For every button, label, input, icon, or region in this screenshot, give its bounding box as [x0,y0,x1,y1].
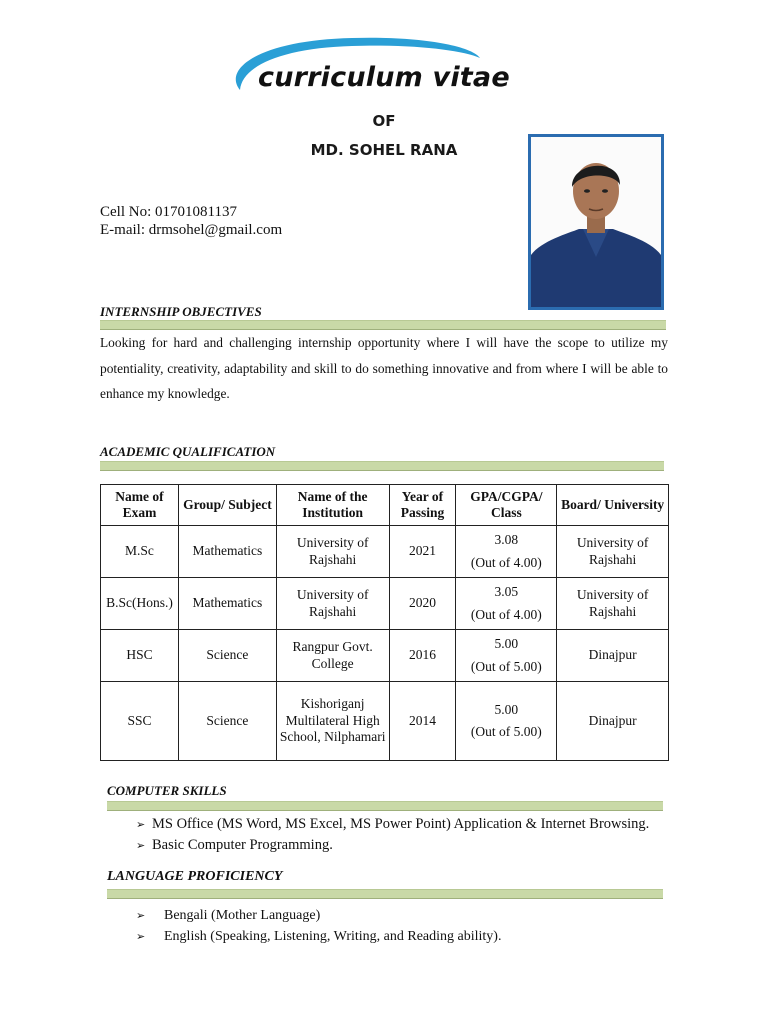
exam-cell: M.Sc [101,526,179,578]
gpa-scale: (Out of 5.00) [470,658,542,674]
section-divider [100,461,664,471]
language-text: English (Speaking, Listening, Writing, and Reading ability). [164,928,502,944]
academic-heading: ACADEMIC QUALIFICATION [100,444,276,459]
gpa-value: 5.00 [494,636,519,651]
gpa-cell [456,630,557,682]
exam-cell: HSC [101,630,179,682]
gpa-scale: (Out of 4.00) [470,606,542,622]
year-cell: 2021 [389,526,456,578]
board-cell: University of Rajshahi [557,526,669,578]
gpa-cell [456,526,557,578]
subject-cell: Science [178,682,276,761]
exam-cell: B.Sc(Hons.) [101,578,179,630]
academic-table [100,484,669,761]
column-header: Name of Exam [101,485,179,526]
institution-cell: Rangpur Govt. College [276,630,389,682]
profile-photo [528,134,664,310]
cell-number: Cell No: 01701081137 [100,204,237,220]
board-cell: University of Rajshahi [557,578,669,630]
objectives-heading: INTERNSHIP OBJECTIVES [100,304,262,319]
list-item [136,814,649,835]
skill-text: MS Office (MS Word, MS Excel, MS Power Point) Application & Internet Browsing. [152,816,650,832]
gpa-cell [456,682,557,761]
email-address: E-mail: drmsohel@gmail.com [100,222,283,238]
skill-text: Basic Computer Programming. [152,837,333,853]
column-header: Name of the Institution [276,485,389,526]
exam-cell: SSC [101,682,179,761]
computer-skills-list [136,814,649,856]
section-divider [100,320,666,330]
logo-text: curriculum vitae [258,62,510,93]
cv-logo [222,28,532,108]
section-divider [107,801,663,811]
arrow-bullet-icon: ➢ [136,818,146,831]
arrow-bullet-icon: ➢ [136,929,146,943]
subject-cell: Mathematics [178,526,276,578]
gpa-value: 5.00 [494,701,519,717]
table-row [101,578,669,630]
subject-cell: Mathematics [178,578,276,630]
year-cell: 2016 [389,630,456,682]
institution-cell: University of Rajshahi [276,578,389,630]
gpa-scale: (Out of 5.00) [470,724,542,739]
gpa-value: 3.05 [494,584,519,599]
institution-cell: Kishoriganj Multilateral High School, Nilphamari [276,682,389,761]
section-divider [107,889,663,899]
list-item [136,835,649,856]
list-item [136,927,501,948]
language-list [136,906,501,947]
subject-cell: Science [178,630,276,682]
year-cell: 2014 [389,682,456,761]
column-header: Year of Passing [389,485,456,526]
board-cell: Dinajpur [557,630,669,682]
institution-cell: University of Rajshahi [276,526,389,578]
table-row [101,526,669,578]
year-cell: 2020 [389,578,456,630]
person-portrait-icon [531,137,661,307]
title-of: OF [372,112,396,130]
language-text: Bengali (Mother Language) [164,908,321,923]
column-header: Board/ University [557,485,669,526]
list-item [136,906,501,927]
candidate-name: MD. SOHEL RANA [310,141,458,159]
gpa-cell [456,578,557,630]
computer-skills-heading: COMPUTER SKILLS [107,783,227,798]
gpa-value: 3.08 [494,532,519,547]
arrow-bullet-icon: ➢ [136,909,146,922]
column-header: GPA/CGPA/ Class [456,485,557,526]
table-row [101,682,669,761]
table-header-row [101,485,669,526]
table-row [101,630,669,682]
arrow-bullet-icon: ➢ [136,839,146,852]
objectives-text: Looking for hard and challenging internship opportunity where I will have the scope to utilize my potentiality, creativity, adaptability and skill to do something innovative and from where I will be able to enhance my knowledge. [100,335,668,401]
gpa-scale: (Out of 4.00) [470,554,542,570]
column-header: Group/ Subject [178,485,276,526]
board-cell: Dinajpur [557,682,669,761]
language-heading: LANGUAGE PROFICIENCY [107,869,283,884]
